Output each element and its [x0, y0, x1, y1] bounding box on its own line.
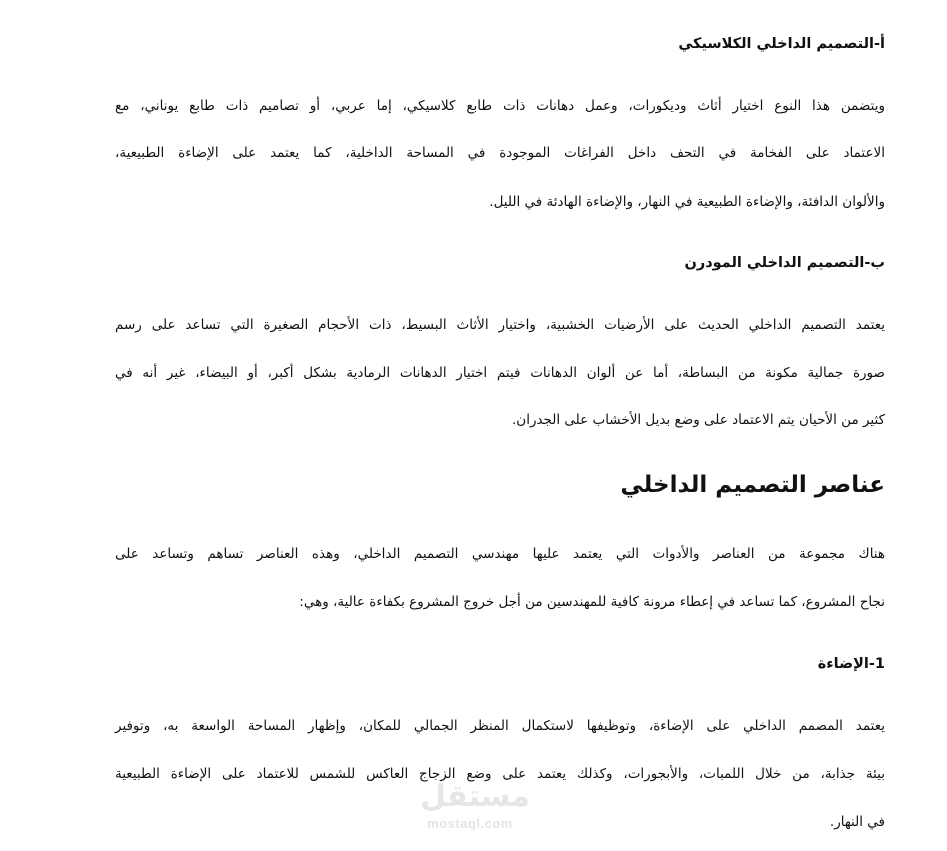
paragraph-line: في النهار. [829, 814, 885, 830]
paragraph-line: هناك مجموعة من العناصر والأدوات التي يعتمد عليها مهندسي التصميم الداخلي، وهذه العناصر تساهم وتساعد على [115, 546, 885, 562]
main-heading: عناصر التصميم الداخلي [620, 472, 885, 498]
paragraph-line: صورة جمالية مكونة من البساطة، أما عن ألوان الدهانات فيتم اختيار الدهانات الرمادية بشكل أكبر، أو البيضاء، غير أنه في [115, 365, 885, 381]
paragraph-line: ويتضمن هذا النوع اختيار أثاث وديكورات، وعمل دهانات ذات طابع كلاسيكي، إما عربي، أو تصاميم ذات طابع يوناني، مع [115, 98, 885, 114]
subheading-lighting: 1-الإضاءة [817, 656, 885, 672]
paragraph-line: الاعتماد على الفخامة في التحف داخل الفراغات الموجودة في المساحة الداخلية، كما يعتمد على الإضاءة الطبيعية، [115, 145, 885, 161]
paragraph-line: يعتمد التصميم الداخلي الحديث على الأرضيات الخشبية، واختيار الأثاث البسيط، ذات الأحجام الصغيرة التي تساعد على رسم [115, 317, 885, 333]
subheading-classic: أ-التصميم الداخلي الكلاسيكي [678, 36, 885, 52]
paragraph-line: يعتمد المصمم الداخلي على الإضاءة، وتوظيفها لاستكمال المنظر الجمالي للمكان، وإظهار المساحة الواسعة به، وتوفير [115, 718, 885, 734]
paragraph-line: بيئة جذابة، من خلال اللمبات، والأبجورات، وكذلك يعتمد على وضع الزجاج العاكس للشمس للاعتماد على الإضاءة الطبيعية [115, 766, 885, 782]
subheading-modern: ب-التصميم الداخلي المودرن [684, 255, 885, 271]
paragraph-line: كثير من الأحيان يتم الاعتماد على وضع بديل الأخشاب على الجدران. [511, 412, 885, 428]
watermark-latin: mostaql.com [427, 816, 513, 831]
mostaql-watermark [410, 780, 540, 838]
paragraph-line: والألوان الدافئة، والإضاءة الطبيعية في النهار، والإضاءة الهادئة في الليل. [489, 194, 885, 210]
paragraph-line: نجاح المشروع، كما تساعد في إعطاء مرونة كافية للمهندسين من أجل خروج المشروع بكفاءة عالية، وهي: [299, 594, 885, 610]
watermark-arabic: مستقل [420, 779, 530, 814]
